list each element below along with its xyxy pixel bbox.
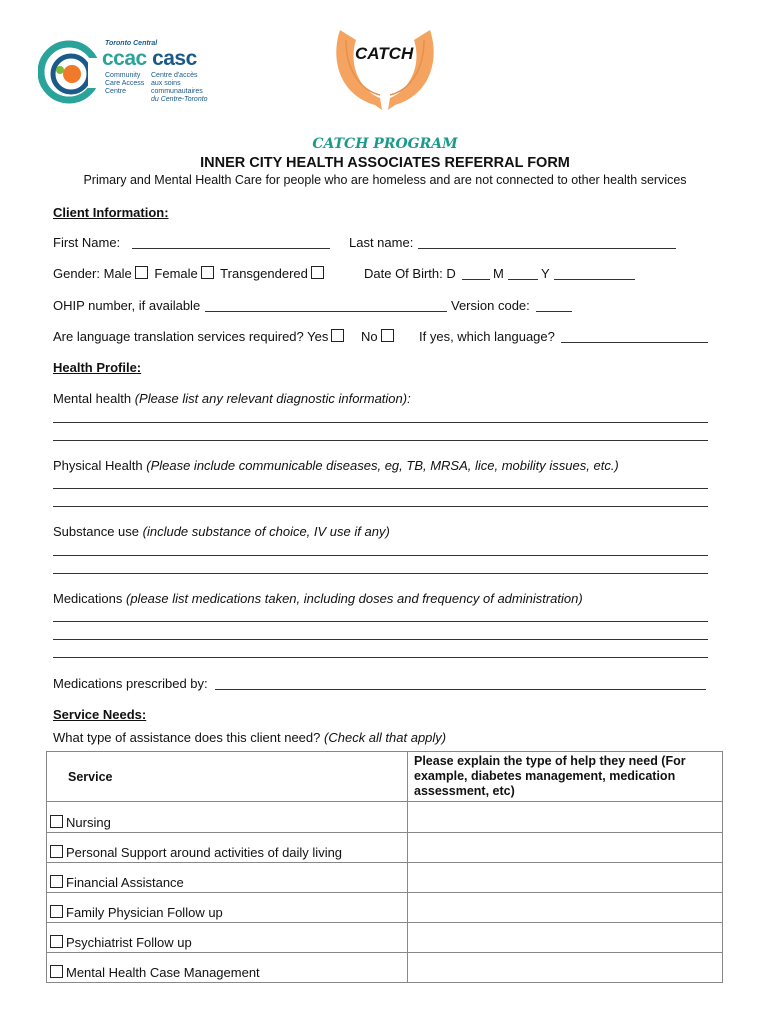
dob-month-label: M bbox=[493, 266, 504, 281]
nursing-checkbox[interactable] bbox=[50, 815, 63, 828]
mental-health-line-2[interactable] bbox=[53, 440, 708, 441]
form-title: INNER CITY HEALTH ASSOCIATES REFERRAL FORM bbox=[200, 155, 570, 171]
gender-transgendered-checkbox[interactable] bbox=[311, 266, 324, 279]
logo-english-text: Community Care Access Centre bbox=[105, 72, 145, 95]
substance-use-line-1[interactable] bbox=[53, 555, 708, 556]
dob-month-field[interactable] bbox=[508, 279, 538, 280]
table-row bbox=[47, 923, 723, 953]
family-physician-label: Family Physician Follow up bbox=[66, 905, 223, 920]
personal-support-label: Personal Support around activities of daily living bbox=[66, 845, 343, 860]
medications-label: Medications bbox=[53, 591, 123, 606]
financial-assistance-explain-cell[interactable] bbox=[408, 863, 723, 893]
translation-yes-label: Yes bbox=[307, 329, 329, 344]
gender-row bbox=[53, 266, 327, 281]
ohip-field[interactable] bbox=[205, 311, 447, 312]
ohip-label: OHIP number, if available bbox=[53, 298, 201, 313]
dob-year-label: Y bbox=[541, 266, 550, 281]
first-name-label: First Name: bbox=[53, 235, 121, 250]
substance-use-hint: (include substance of choice, IV use if any) bbox=[142, 524, 390, 539]
nursing-label: Nursing bbox=[66, 815, 111, 830]
program-title: CATCH PROGRAM bbox=[312, 136, 458, 152]
gender-male-label: Male bbox=[103, 266, 132, 281]
last-name-field[interactable] bbox=[418, 248, 676, 249]
logo-brand-casc: casc bbox=[152, 47, 197, 70]
service-table bbox=[46, 751, 723, 983]
case-management-explain-cell[interactable] bbox=[408, 953, 723, 983]
medications-line-3[interactable] bbox=[53, 657, 708, 658]
prescribed-by-label: Medications prescribed by: bbox=[53, 676, 208, 691]
translation-no-label: No bbox=[361, 329, 378, 344]
substance-use-row bbox=[53, 524, 390, 539]
psychiatrist-label: Psychiatrist Follow up bbox=[66, 935, 192, 950]
ccac-swirl-icon bbox=[38, 40, 100, 104]
gender-transgendered-label: Transgendered bbox=[220, 266, 308, 281]
translation-row bbox=[53, 329, 397, 344]
mental-health-label: Mental health bbox=[53, 391, 132, 406]
nursing-explain-cell[interactable] bbox=[408, 802, 723, 833]
dob-day-field[interactable] bbox=[462, 279, 490, 280]
family-physician-explain-cell[interactable] bbox=[408, 893, 723, 923]
table-row bbox=[47, 893, 723, 923]
medications-row bbox=[53, 591, 583, 606]
service-table-header bbox=[47, 752, 723, 802]
translation-no-checkbox[interactable] bbox=[381, 329, 394, 342]
table-row bbox=[47, 833, 723, 863]
which-language-field[interactable] bbox=[561, 342, 708, 343]
form-subtitle: Primary and Mental Health Care for people who are homeless and are not connected to other health services bbox=[83, 173, 687, 187]
catch-logo bbox=[330, 10, 440, 120]
logo-french-text: Centre d'accès aux soins communautaires du Centre-Toronto bbox=[151, 72, 208, 103]
mental-health-row bbox=[53, 391, 411, 406]
gender-female-checkbox[interactable] bbox=[201, 266, 214, 279]
case-management-checkbox[interactable] bbox=[50, 965, 63, 978]
dob-year-field[interactable] bbox=[554, 279, 635, 280]
case-management-label: Mental Health Case Management bbox=[66, 965, 260, 980]
translation-yes-checkbox[interactable] bbox=[331, 329, 344, 342]
catch-hands-icon bbox=[330, 10, 440, 120]
version-code-field[interactable] bbox=[536, 311, 572, 312]
personal-support-explain-cell[interactable] bbox=[408, 833, 723, 863]
gender-male-checkbox[interactable] bbox=[135, 266, 148, 279]
family-physician-checkbox[interactable] bbox=[50, 905, 63, 918]
client-info-heading: Client Information: bbox=[53, 205, 169, 220]
logo-brand-ccac: ccac bbox=[102, 47, 147, 70]
prescribed-by-field[interactable] bbox=[215, 689, 706, 690]
mental-health-hint: (Please list any relevant diagnostic information): bbox=[134, 391, 411, 406]
psychiatrist-checkbox[interactable] bbox=[50, 935, 63, 948]
physical-health-row bbox=[53, 458, 619, 473]
last-name-label: Last name: bbox=[349, 235, 414, 250]
financial-assistance-checkbox[interactable] bbox=[50, 875, 63, 888]
table-row bbox=[47, 802, 723, 833]
ccac-logo bbox=[38, 38, 238, 108]
service-needs-heading: Service Needs: bbox=[53, 707, 147, 722]
catch-logo-text: CATCH bbox=[355, 44, 414, 63]
explain-column-header: Please explain the type of help they need (For example, diabetes management, medication assessment, etc) bbox=[408, 752, 723, 802]
medications-line-2[interactable] bbox=[53, 639, 708, 640]
health-profile-heading: Health Profile: bbox=[53, 360, 142, 375]
physical-health-hint: (Please include communicable diseases, eg, TB, MRSA, lice, mobility issues, etc.) bbox=[146, 458, 619, 473]
service-question: What type of assistance does this client need? bbox=[53, 730, 321, 745]
table-row bbox=[47, 863, 723, 893]
service-question-hint: (Check all that apply) bbox=[324, 730, 447, 745]
first-name-field[interactable] bbox=[132, 248, 330, 249]
gender-label: Gender: bbox=[53, 266, 100, 281]
substance-use-label: Substance use bbox=[53, 524, 140, 539]
medications-line-1[interactable] bbox=[53, 621, 708, 622]
dob-label: Date Of Birth: D bbox=[364, 266, 456, 281]
service-question-row bbox=[53, 730, 446, 745]
medications-hint: (please list medications taken, including doses and frequency of administration) bbox=[126, 591, 583, 606]
gender-female-label: Female bbox=[154, 266, 198, 281]
table-row bbox=[47, 953, 723, 983]
personal-support-checkbox[interactable] bbox=[50, 845, 63, 858]
version-code-label: Version code: bbox=[451, 298, 530, 313]
physical-health-label: Physical Health bbox=[53, 458, 143, 473]
physical-health-line-1[interactable] bbox=[53, 488, 708, 489]
financial-assistance-label: Financial Assistance bbox=[66, 875, 184, 890]
mental-health-line-1[interactable] bbox=[53, 422, 708, 423]
service-column-header: Service bbox=[47, 752, 408, 802]
physical-health-line-2[interactable] bbox=[53, 506, 708, 507]
which-language-label: If yes, which language? bbox=[419, 329, 555, 344]
substance-use-line-2[interactable] bbox=[53, 573, 708, 574]
translation-label: Are language translation services required? bbox=[53, 329, 304, 344]
logo-top-line: Toronto Central bbox=[105, 40, 158, 47]
psychiatrist-explain-cell[interactable] bbox=[408, 923, 723, 953]
